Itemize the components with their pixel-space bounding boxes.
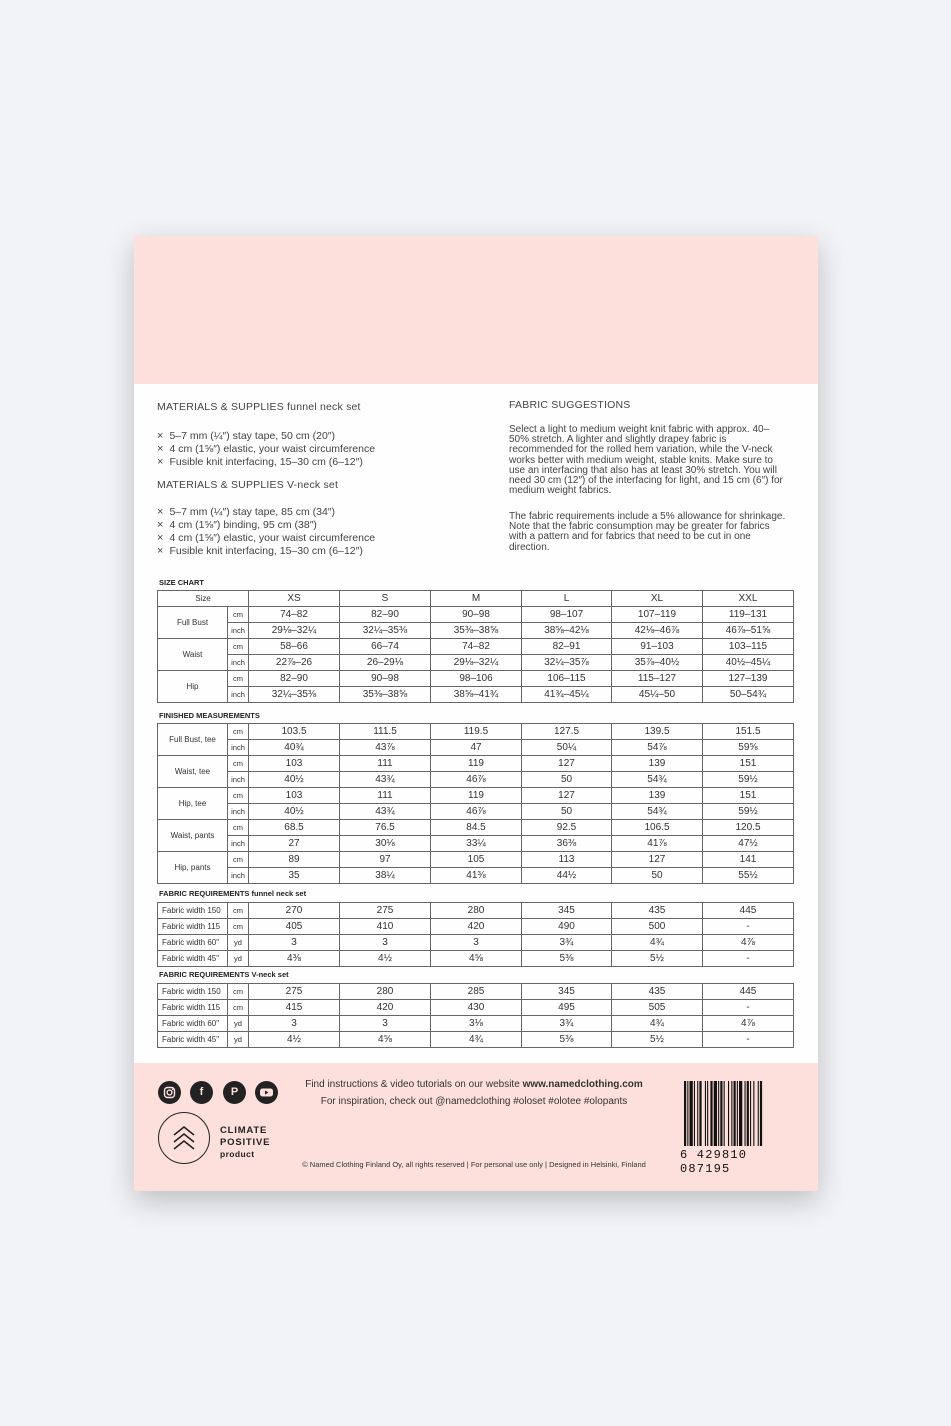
table-cell: 119 [431,756,522,772]
table-cell: 29⅛–32¼ [431,655,522,671]
table-cell: 4½ [249,1032,340,1048]
table-cell: 151 [703,788,794,804]
unit-label: inch [228,868,249,884]
table-cell: 3 [431,935,522,951]
table-cell: 111.5 [340,724,431,740]
table-cell: 45¼–50 [612,687,703,703]
unit-label: cm [228,639,249,655]
table-cell: 26–29⅛ [340,655,431,671]
unit-label: cm [228,788,249,804]
website-link[interactable]: www.namedclothing.com [522,1079,643,1090]
row-label: Fabric width 60" [158,935,228,951]
size-header: L [522,591,612,607]
row-label: Hip, pants [158,852,228,884]
table-row [158,1032,794,1048]
list-item: × 4 cm (1⅝″) elastic, your waist circumference [157,532,375,545]
table-row [158,852,794,868]
table-cell: 106–115 [522,671,612,687]
table-cell: 103 [249,756,340,772]
table-cell: 43⅞ [340,740,431,756]
table-cell: 47½ [703,836,794,852]
table-cell: 50 [522,772,612,788]
unit-label: cm [228,756,249,772]
table-cell: 35⅞–40½ [612,655,703,671]
table-row [158,868,794,884]
table-cell: 3¾ [522,1016,612,1032]
table-cell: 127 [612,852,703,868]
list-item: × 5–7 mm (¼″) stay tape, 85 cm (34″) [157,506,375,519]
table-row [158,639,794,655]
table-cell: 22⅞–26 [249,655,340,671]
table-cell: 111 [340,756,431,772]
fabric-suggestions-text: Select a light to medium weight knit fabric with approx. 40–50% stretch. A lighter and slightly drapey fabric is recommended for the rolled hem variation, while the V-neck works better with medium weight, stable knits. Make sure to use an interfacing that also has at least 30% stretch. You will need 30 cm (12″) of the interfacing for light, and 15 cm (6″) for medium weight fabrics. [509,424,783,497]
materials-vneck-title: MATERIALS & SUPPLIES V-neck set [157,479,339,491]
table-cell: 89 [249,852,340,868]
table-cell: 4⅞ [703,1016,794,1032]
table-cell: 103–115 [703,639,794,655]
table-cell: 275 [340,903,431,919]
table-cell: 3⅛ [431,1016,522,1032]
row-label: Fabric width 45" [158,1032,228,1048]
table-cell: 91–103 [612,639,703,655]
table-cell: 35⅜–38⅝ [431,623,522,639]
table-row [158,820,794,836]
unit-label: inch [228,687,249,703]
table-row [158,919,794,935]
table-cell: 430 [431,1000,522,1016]
table-row [158,756,794,772]
fabric-allowance-text: The fabric requirements include a 5% allowance for shrinkage. Note that the fabric consumption may be greater for fabrics with a pattern and for fabrics that need to be cut in one direction. [509,511,786,553]
table-cell: 5½ [612,951,703,967]
table-cell: - [703,951,794,967]
unit-label: inch [228,740,249,756]
table-cell: 4⅝ [431,951,522,967]
table-cell: 40½–45¼ [703,655,794,671]
table-cell: 139 [612,756,703,772]
unit-label: cm [228,724,249,740]
table-row [158,623,794,639]
unit-label: inch [228,772,249,788]
unit-label: cm [228,919,249,935]
table-cell: 500 [612,919,703,935]
table-cell: 90–98 [431,607,522,623]
unit-label: yd [228,935,249,951]
table-cell: 3 [340,935,431,951]
unit-label: cm [228,671,249,687]
table-cell: 46⅞–51⅝ [703,623,794,639]
table-row [158,655,794,671]
table-cell: 415 [249,1000,340,1016]
table-cell: 54¾ [612,772,703,788]
row-label: Hip, tee [158,788,228,820]
table-cell: 103.5 [249,724,340,740]
table-cell: 59½ [703,772,794,788]
table-cell: 345 [522,984,612,1000]
table-row [158,607,794,623]
table-cell: 4⅞ [703,935,794,951]
row-label: Hip [158,671,228,703]
row-label: Fabric width 115 [158,919,228,935]
materials-funnel-title: MATERIALS & SUPPLIES funnel neck set [157,401,361,413]
table-cell: 410 [340,919,431,935]
barcode [684,1081,794,1146]
table-cell: 30⅛ [340,836,431,852]
table-cell: 139 [612,788,703,804]
table-cell: 405 [249,919,340,935]
fabric-req-funnel-table [157,902,794,967]
table-cell: 33¼ [431,836,522,852]
table-cell: 32¼–35⅜ [340,623,431,639]
materials-vneck-list [157,506,375,558]
table-cell: 495 [522,1000,612,1016]
table-cell: 47 [431,740,522,756]
table-cell: 119–131 [703,607,794,623]
table-cell: 38⅝–42⅛ [522,623,612,639]
table-cell: 490 [522,919,612,935]
table-cell: 46⅞ [431,804,522,820]
table-cell: 66–74 [340,639,431,655]
table-cell: 76.5 [340,820,431,836]
fabric-req-vneck-title: FABRIC REQUIREMENTS V-neck set [159,970,289,979]
table-cell: 43¾ [340,804,431,820]
size-header-label: Size [158,591,249,607]
table-cell: 141 [703,852,794,868]
list-item: × 4 cm (1⅝″) elastic, your waist circumference [157,443,375,456]
table-row [158,1016,794,1032]
table-cell: 4½ [340,951,431,967]
table-cell: 119 [431,788,522,804]
table-cell: 3 [340,1016,431,1032]
size-chart-table [157,590,794,703]
table-cell: 82–90 [249,671,340,687]
table-cell: 58–66 [249,639,340,655]
table-cell: 115–127 [612,671,703,687]
table-cell: 420 [340,1000,431,1016]
table-cell: 43¾ [340,772,431,788]
inspiration-line: For inspiration, check out @namedclothing #oloset #olotee #olopants [320,1096,628,1107]
unit-label: yd [228,1016,249,1032]
table-cell: 4⅝ [340,1032,431,1048]
table-cell: 46⅞ [431,772,522,788]
finished-measurements-title: FINISHED MEASUREMENTS [159,711,260,720]
fabric-req-funnel-title: FABRIC REQUIREMENTS funnel neck set [159,889,307,898]
table-cell: 29⅛–32¼ [249,623,340,639]
list-item: × 5–7 mm (¼″) stay tape, 50 cm (20″) [157,430,375,443]
table-cell: 345 [522,903,612,919]
table-cell: 74–82 [431,639,522,655]
table-cell: 105 [431,852,522,868]
table-cell: 97 [340,852,431,868]
fabric-req-vneck-table [157,983,794,1048]
row-label: Waist [158,639,228,671]
table-cell: 280 [340,984,431,1000]
row-label: Waist, pants [158,820,228,852]
table-row [158,984,794,1000]
unit-label: inch [228,655,249,671]
table-cell: 106.5 [612,820,703,836]
table-cell: 41⅞ [612,836,703,852]
table-cell: 44½ [522,868,612,884]
barcode-number: 6 429810 087195 [680,1148,748,1176]
table-cell: 3¾ [522,935,612,951]
table-row [158,671,794,687]
table-cell: 5⅜ [522,951,612,967]
table-cell: 280 [431,903,522,919]
table-cell: 445 [703,984,794,1000]
size-chart-title: SIZE CHART [159,578,204,587]
unit-label: cm [228,852,249,868]
unit-label: yd [228,951,249,967]
table-cell: 54⅞ [612,740,703,756]
unit-label: cm [228,984,249,1000]
table-cell: 435 [612,984,703,1000]
fabric-suggestions-title: FABRIC SUGGESTIONS [509,399,631,411]
table-row [158,788,794,804]
table-cell: 50 [612,868,703,884]
top-pink-band [134,236,818,384]
positive-label: POSITIVE [220,1137,271,1148]
table-row [158,935,794,951]
table-cell: 35⅜–38⅝ [340,687,431,703]
table-cell: 275 [249,984,340,1000]
table-row [158,903,794,919]
table-cell: 445 [703,903,794,919]
table-header-row [158,591,794,607]
table-cell: 50–54¾ [703,687,794,703]
row-label: Fabric width 60" [158,1016,228,1032]
website-prefix: Find instructions & video tutorials on our website [305,1079,523,1090]
table-cell: 111 [340,788,431,804]
row-label: Fabric width 150 [158,903,228,919]
size-header: XS [249,591,340,607]
table-row [158,687,794,703]
table-cell: 98–106 [431,671,522,687]
row-label: Waist, tee [158,756,228,788]
table-cell: - [703,1032,794,1048]
size-header: S [340,591,431,607]
table-cell: 4⅜ [249,951,340,967]
unit-label: inch [228,623,249,639]
table-cell: 82–90 [340,607,431,623]
list-item: × Fusible knit interfacing, 15–30 cm (6–12″) [157,545,375,558]
table-cell: 505 [612,1000,703,1016]
table-cell: 38⅝–41¾ [431,687,522,703]
table-cell: 420 [431,919,522,935]
product-label: product [220,1149,255,1159]
table-cell: 55½ [703,868,794,884]
table-cell: 98–107 [522,607,612,623]
table-cell: 120.5 [703,820,794,836]
list-item: × 4 cm (1⅝″) binding, 95 cm (38″) [157,519,375,532]
table-cell: 38¼ [340,868,431,884]
table-cell: 151.5 [703,724,794,740]
table-cell: 41¾–45¼ [522,687,612,703]
table-cell: 40½ [249,804,340,820]
table-cell: 270 [249,903,340,919]
table-cell: 3 [249,1016,340,1032]
table-cell: 32¼–35⅜ [249,687,340,703]
materials-funnel-list [157,430,375,469]
table-cell: 4¾ [431,1032,522,1048]
climate-label: CLIMATE [220,1125,268,1136]
table-cell: 151 [703,756,794,772]
facebook-icon[interactable]: f [190,1081,213,1104]
table-row [158,836,794,852]
unit-label: inch [228,836,249,852]
list-item: × Fusible knit interfacing, 15–30 cm (6–12″) [157,456,375,469]
row-label: Fabric width 150 [158,984,228,1000]
copyright-line: © Named Clothing Finland Oy, all rights reserved | For personal use only | Designed in Helsinki, Finland [302,1160,646,1169]
table-cell: 3 [249,935,340,951]
unit-label: cm [228,1000,249,1016]
table-cell: 5½ [612,1032,703,1048]
table-row [158,740,794,756]
table-cell: 84.5 [431,820,522,836]
unit-label: cm [228,903,249,919]
size-header: XL [612,591,703,607]
table-cell: 5⅜ [522,1032,612,1048]
table-cell: 435 [612,903,703,919]
table-cell: 4¾ [612,935,703,951]
table-cell: 82–91 [522,639,612,655]
table-row [158,951,794,967]
unit-label: yd [228,1032,249,1048]
unit-label: cm [228,607,249,623]
pinterest-icon[interactable]: P [223,1081,246,1104]
table-row [158,1000,794,1016]
table-row [158,724,794,740]
table-cell: 127–139 [703,671,794,687]
table-cell: 59½ [703,804,794,820]
table-cell: 127 [522,788,612,804]
row-label: Fabric width 45" [158,951,228,967]
youtube-icon[interactable] [255,1081,278,1104]
size-header: M [431,591,522,607]
unit-label: cm [228,820,249,836]
table-cell: 139.5 [612,724,703,740]
table-row [158,804,794,820]
table-cell: 36⅜ [522,836,612,852]
table-cell: 119.5 [431,724,522,740]
table-cell: 42⅛–46⅞ [612,623,703,639]
instagram-icon[interactable] [158,1081,181,1104]
table-cell: - [703,1000,794,1016]
table-cell: 40¾ [249,740,340,756]
row-label: Fabric width 115 [158,1000,228,1016]
climate-positive-logo [158,1112,210,1164]
table-cell: 92.5 [522,820,612,836]
table-cell: 107–119 [612,607,703,623]
website-line [284,1079,664,1090]
table-cell: 54¾ [612,804,703,820]
table-cell: - [703,919,794,935]
table-cell: 68.5 [249,820,340,836]
table-cell: 59⅝ [703,740,794,756]
table-cell: 127.5 [522,724,612,740]
table-cell: 27 [249,836,340,852]
table-cell: 90–98 [340,671,431,687]
table-cell: 50 [522,804,612,820]
row-label: Full Bust [158,607,228,639]
finished-measurements-table [157,723,794,884]
table-cell: 103 [249,788,340,804]
row-label: Full Bust, tee [158,724,228,756]
table-cell: 40½ [249,772,340,788]
table-cell: 113 [522,852,612,868]
table-cell: 32¼–35⅞ [522,655,612,671]
unit-label: inch [228,804,249,820]
table-cell: 35 [249,868,340,884]
table-cell: 127 [522,756,612,772]
size-header: XXL [703,591,794,607]
table-row [158,772,794,788]
table-cell: 285 [431,984,522,1000]
table-cell: 4¾ [612,1016,703,1032]
pattern-envelope-back [134,236,818,1191]
table-cell: 74–82 [249,607,340,623]
table-cell: 41⅜ [431,868,522,884]
table-cell: 50¼ [522,740,612,756]
